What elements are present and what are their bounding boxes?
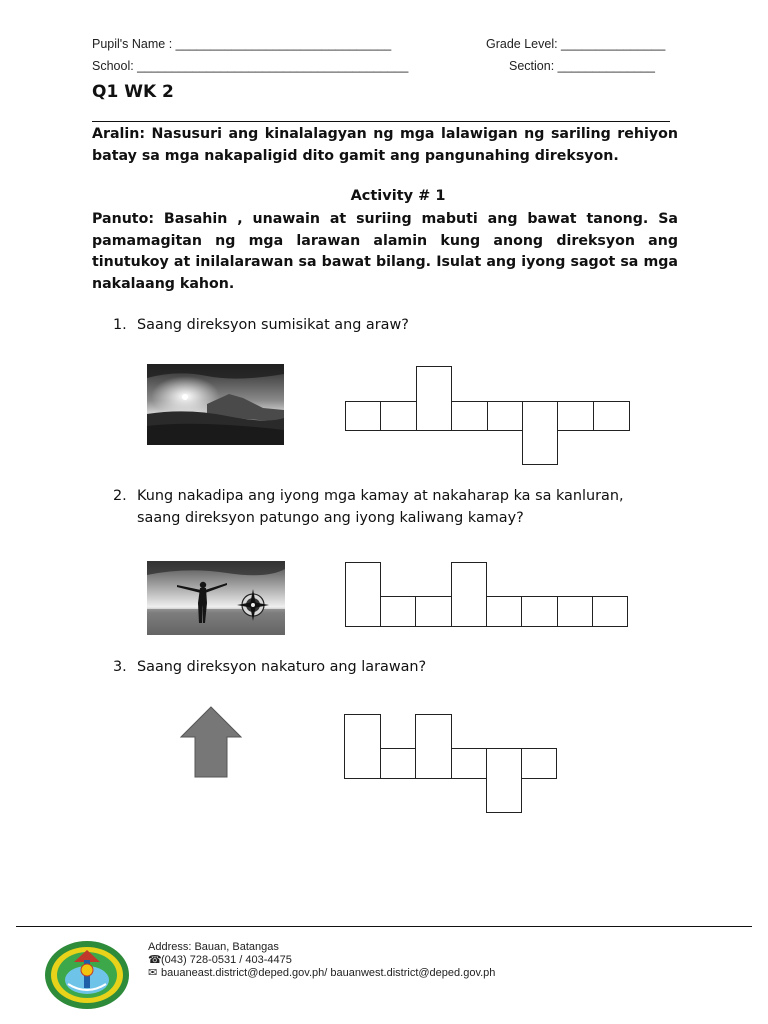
question-3: [113, 659, 427, 675]
answer-box[interactable]: [521, 748, 557, 779]
phone-icon: ☎: [148, 954, 162, 966]
footer-email: ✉ bauaneast.district@deped.gov.ph/ bauanwest.district@deped.gov.ph: [148, 967, 496, 979]
answer-box[interactable]: [416, 366, 452, 431]
pupil-name-field: Pupil's Name : _______________________________: [92, 37, 392, 51]
section-field: Section: ______________: [509, 59, 655, 73]
grade-level-field: Grade Level: _______________: [486, 37, 666, 51]
answer-box[interactable]: [522, 401, 558, 465]
question-number: 2.: [113, 488, 127, 504]
envelope-icon: ✉: [148, 967, 158, 979]
answer-box[interactable]: [380, 401, 417, 431]
question-number: 3.: [113, 659, 127, 675]
question-2: [113, 488, 624, 504]
footer-address: Address: Bauan, Batangas: [148, 941, 279, 953]
district-seal-icon: [44, 940, 130, 1010]
answer-box[interactable]: [415, 714, 452, 779]
question-text: Kung nakadipa ang iyong mga kamay at nakaharap ka sa kanluran,: [137, 488, 624, 504]
question-2-line-2: saang direksyon patungo ang iyong kaliwang kamay?: [137, 510, 524, 526]
answer-box[interactable]: [415, 596, 452, 627]
answer-box[interactable]: [592, 596, 628, 627]
panuto-text: Panuto: Basahin , unawain at suriing mabuti ang bawat tanong. Sa pamamagitan ng mga larawan alamin kung anong direksyon ang tinutukoy at inilalarawan sa bawat bilang. Isulat ang iyong sagot sa mga nakalaang kahon.: [92, 211, 678, 292]
activity-heading: Activity # 1: [350, 188, 446, 204]
answer-box[interactable]: [380, 596, 416, 627]
answer-box[interactable]: [487, 401, 523, 431]
answer-box[interactable]: [451, 401, 488, 431]
answer-box[interactable]: [486, 748, 522, 813]
school-field: School: _______________________________________: [92, 59, 409, 73]
answer-box[interactable]: [593, 401, 630, 431]
answer-box[interactable]: [557, 596, 593, 627]
question-number: 1.: [113, 317, 127, 333]
sunrise-photo: [147, 364, 284, 445]
answer-box[interactable]: [344, 714, 381, 779]
title-divider: [92, 121, 670, 122]
footer-phone: ☎(043) 728-0531 / 403-4475: [148, 954, 292, 966]
footer-divider: [16, 926, 752, 927]
answer-box[interactable]: [380, 748, 416, 779]
page-title: Q1 WK 2: [92, 82, 174, 102]
answer-box[interactable]: [557, 401, 594, 431]
aralin-text: Aralin: Nasusuri ang kinalalagyan ng mga lalawigan ng sariling rehiyon batay sa mga nakapaligid dito gamit ang pangunahing direksyon.: [92, 126, 678, 164]
answer-box[interactable]: [451, 748, 487, 779]
answer-box[interactable]: [345, 401, 381, 431]
answer-box[interactable]: [451, 562, 487, 627]
answer-box[interactable]: [486, 596, 522, 627]
answer-box[interactable]: [521, 596, 558, 627]
up-arrow-icon: [180, 706, 242, 778]
person-arms-out-compass-photo: [147, 561, 285, 635]
question-1: [113, 317, 409, 333]
answer-box[interactable]: [345, 562, 381, 627]
question-text: Saang direksyon nakaturo ang larawan?: [137, 659, 427, 675]
question-text: Saang direksyon sumisikat ang araw?: [137, 317, 409, 333]
